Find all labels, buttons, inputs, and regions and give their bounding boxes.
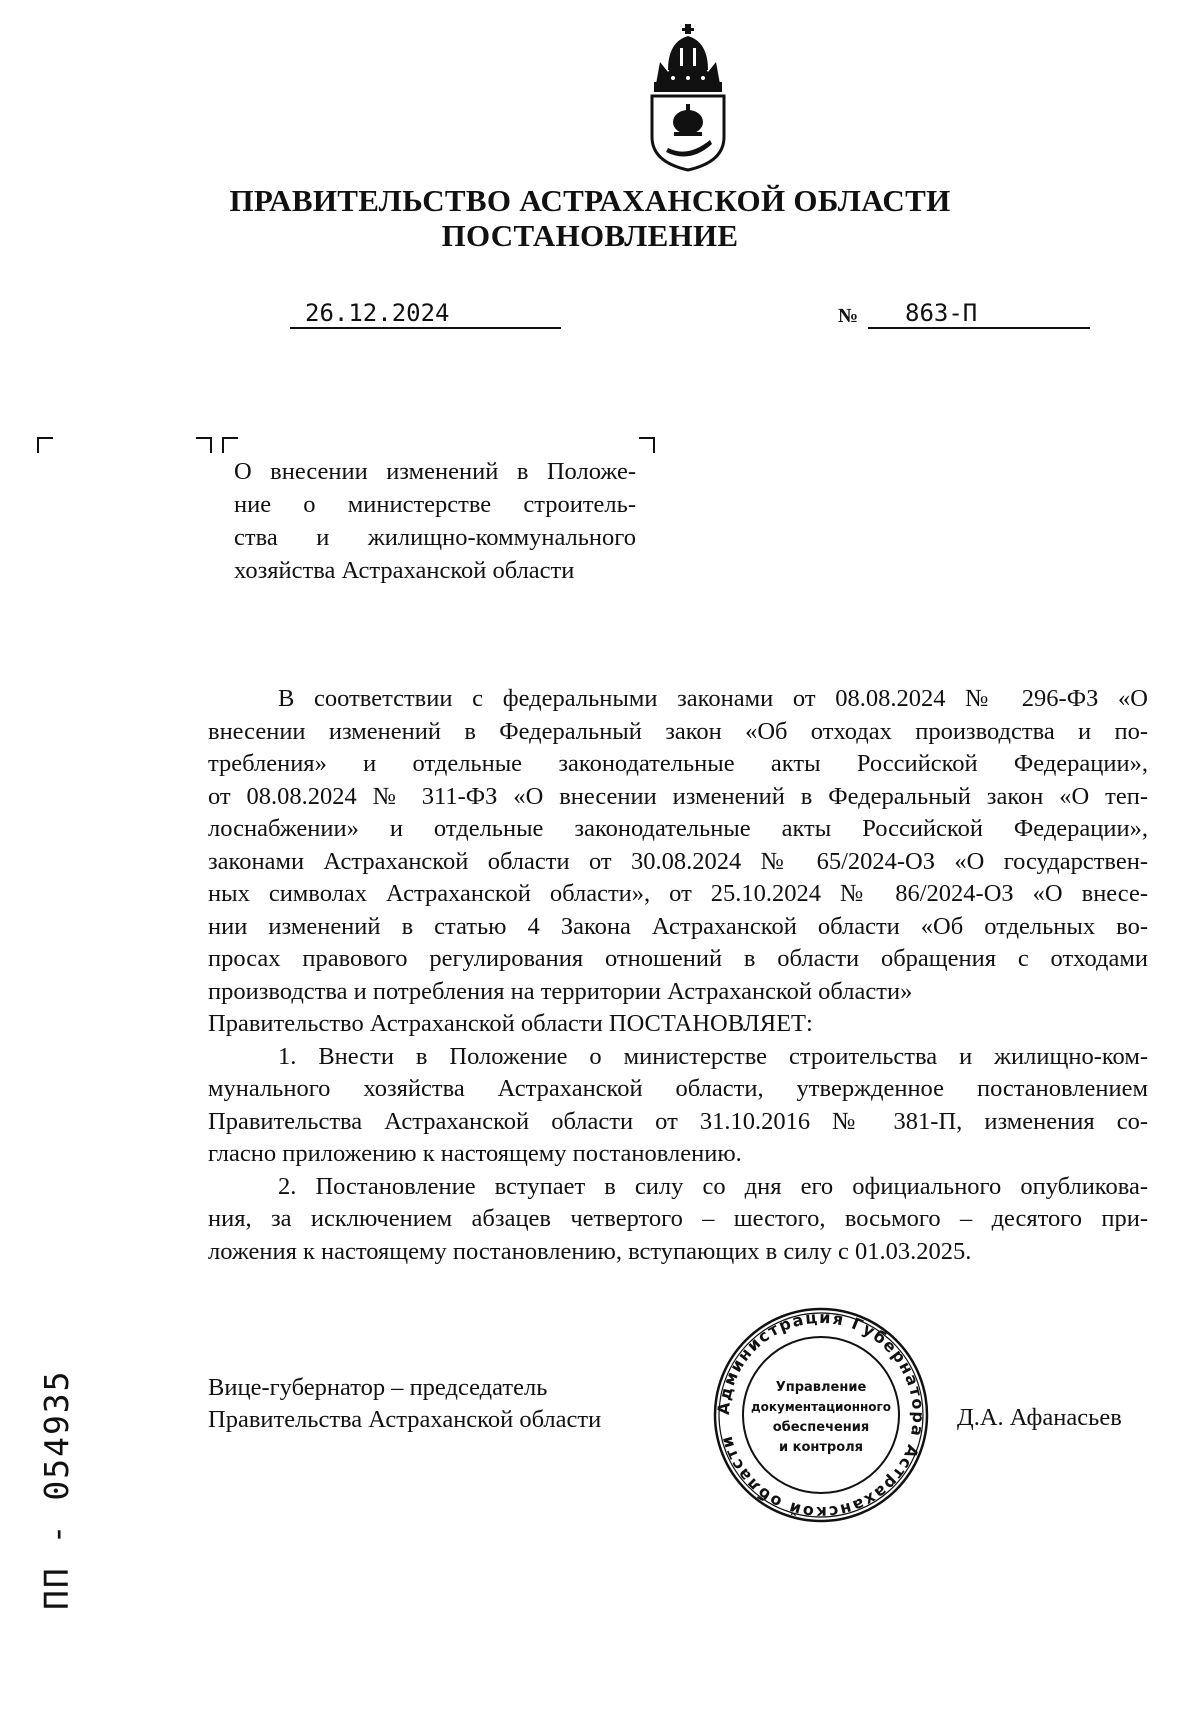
body-line: требления» и отдельные законодательные акты Российской Федерации», xyxy=(208,750,1148,777)
government-title: ПРАВИТЕЛЬСТВО АСТРАХАНСКОЙ ОБЛАСТИ xyxy=(229,183,951,218)
signatory-name: Д.А. Афанасьев xyxy=(957,1404,1122,1431)
preamble-paragraph xyxy=(208,683,1148,1041)
form-serial-text: ПП - 054935 xyxy=(37,1369,76,1610)
official-stamp xyxy=(711,1305,931,1525)
date-underline xyxy=(290,327,561,329)
stamp-outer-text: Администрация Губернатора Астраханской области xyxy=(713,1307,929,1523)
body-line: просах правового регулирования отношений в области обращения с отходами xyxy=(208,945,1148,972)
stamp-inner-line: и контроля xyxy=(778,1440,864,1455)
body-line: 2. Постановление вступает в силу со дня его официального опубликова- xyxy=(278,1172,1148,1200)
subject-line: О внесении изменений в Положе- xyxy=(234,458,636,485)
document-subject xyxy=(234,455,636,587)
form-serial-number xyxy=(25,1370,95,1610)
document-date: 26.12.2024 xyxy=(305,299,450,327)
corner-mark xyxy=(196,437,212,453)
body-line: гласно приложению к настоящему постановлению. xyxy=(208,1140,742,1167)
number-sign: № xyxy=(838,305,859,327)
signatory-position xyxy=(208,1372,601,1436)
document-body xyxy=(208,683,1148,1268)
body-line: от 08.08.2024 № 311-ФЗ «О внесении изменений в Федеральный закон «О теп- xyxy=(208,782,1148,810)
document-type-title: ПОСТАНОВЛЕНИЕ xyxy=(441,218,739,253)
position-line: Правительства Астраханской области xyxy=(208,1406,602,1433)
corner-mark xyxy=(222,437,238,453)
subject-line: хозяйства Астраханской области xyxy=(234,557,575,584)
coat-of-arms-emblem xyxy=(638,22,738,172)
corner-mark xyxy=(639,437,655,453)
body-line: законами Астраханской области от 30.08.2024 № 65/2024-ОЗ «О государствен- xyxy=(208,847,1148,875)
corner-mark xyxy=(37,437,53,453)
body-line: нии изменений в статью 4 Закона Астраханской области «Об отдельных во- xyxy=(208,912,1148,940)
item-2-paragraph xyxy=(208,1171,1148,1269)
stamp-inner-line: обеспечения xyxy=(772,1420,870,1435)
position-line: Вице-губернатор – председатель xyxy=(208,1374,548,1401)
body-line: Правительство Астраханской области ПОСТАНОВЛЯЕТ: xyxy=(208,1010,813,1037)
body-line: ных символах Астраханской области», от 25.10.2024 № 86/2024-ОЗ «О внесе- xyxy=(208,880,1148,907)
body-line: ния, за исключением абзацев четвертого – шестого, восьмого – десятого при- xyxy=(208,1205,1148,1232)
body-line: производства и потребления на территории Астраханской области» xyxy=(208,977,913,1005)
body-line: мунального хозяйства Астраханской области, утвержденное постановлением xyxy=(208,1075,1148,1102)
item-1-paragraph xyxy=(208,1041,1148,1171)
body-line: ложения к настоящему постановлению, вступающих в силу с 01.03.2025. xyxy=(208,1237,972,1265)
body-line: 1. Внести в Положение о министерстве строительства и жилищно-ком- xyxy=(278,1042,1148,1070)
document-number: 863-П xyxy=(905,299,978,327)
subject-line: ние о министерстве строитель- xyxy=(234,491,636,518)
stamp-inner-line: Управление xyxy=(775,1380,867,1395)
subject-line: ства и жилищно-коммунального xyxy=(234,524,636,551)
body-line: В соответствии с федеральными законами от 08.08.2024 № 296-ФЗ «О xyxy=(278,685,1148,712)
body-line: лоснабжении» и отдельные законодательные акты Российской Федерации», xyxy=(208,815,1148,842)
number-underline xyxy=(868,327,1090,329)
stamp-inner-line: документационного xyxy=(750,1400,892,1414)
body-line: внесении изменений в Федеральный закон «Об отходах производства и по- xyxy=(208,717,1148,745)
body-line: Правительства Астраханской области от 31.10.2016 № 381-П, изменения со- xyxy=(208,1107,1148,1135)
